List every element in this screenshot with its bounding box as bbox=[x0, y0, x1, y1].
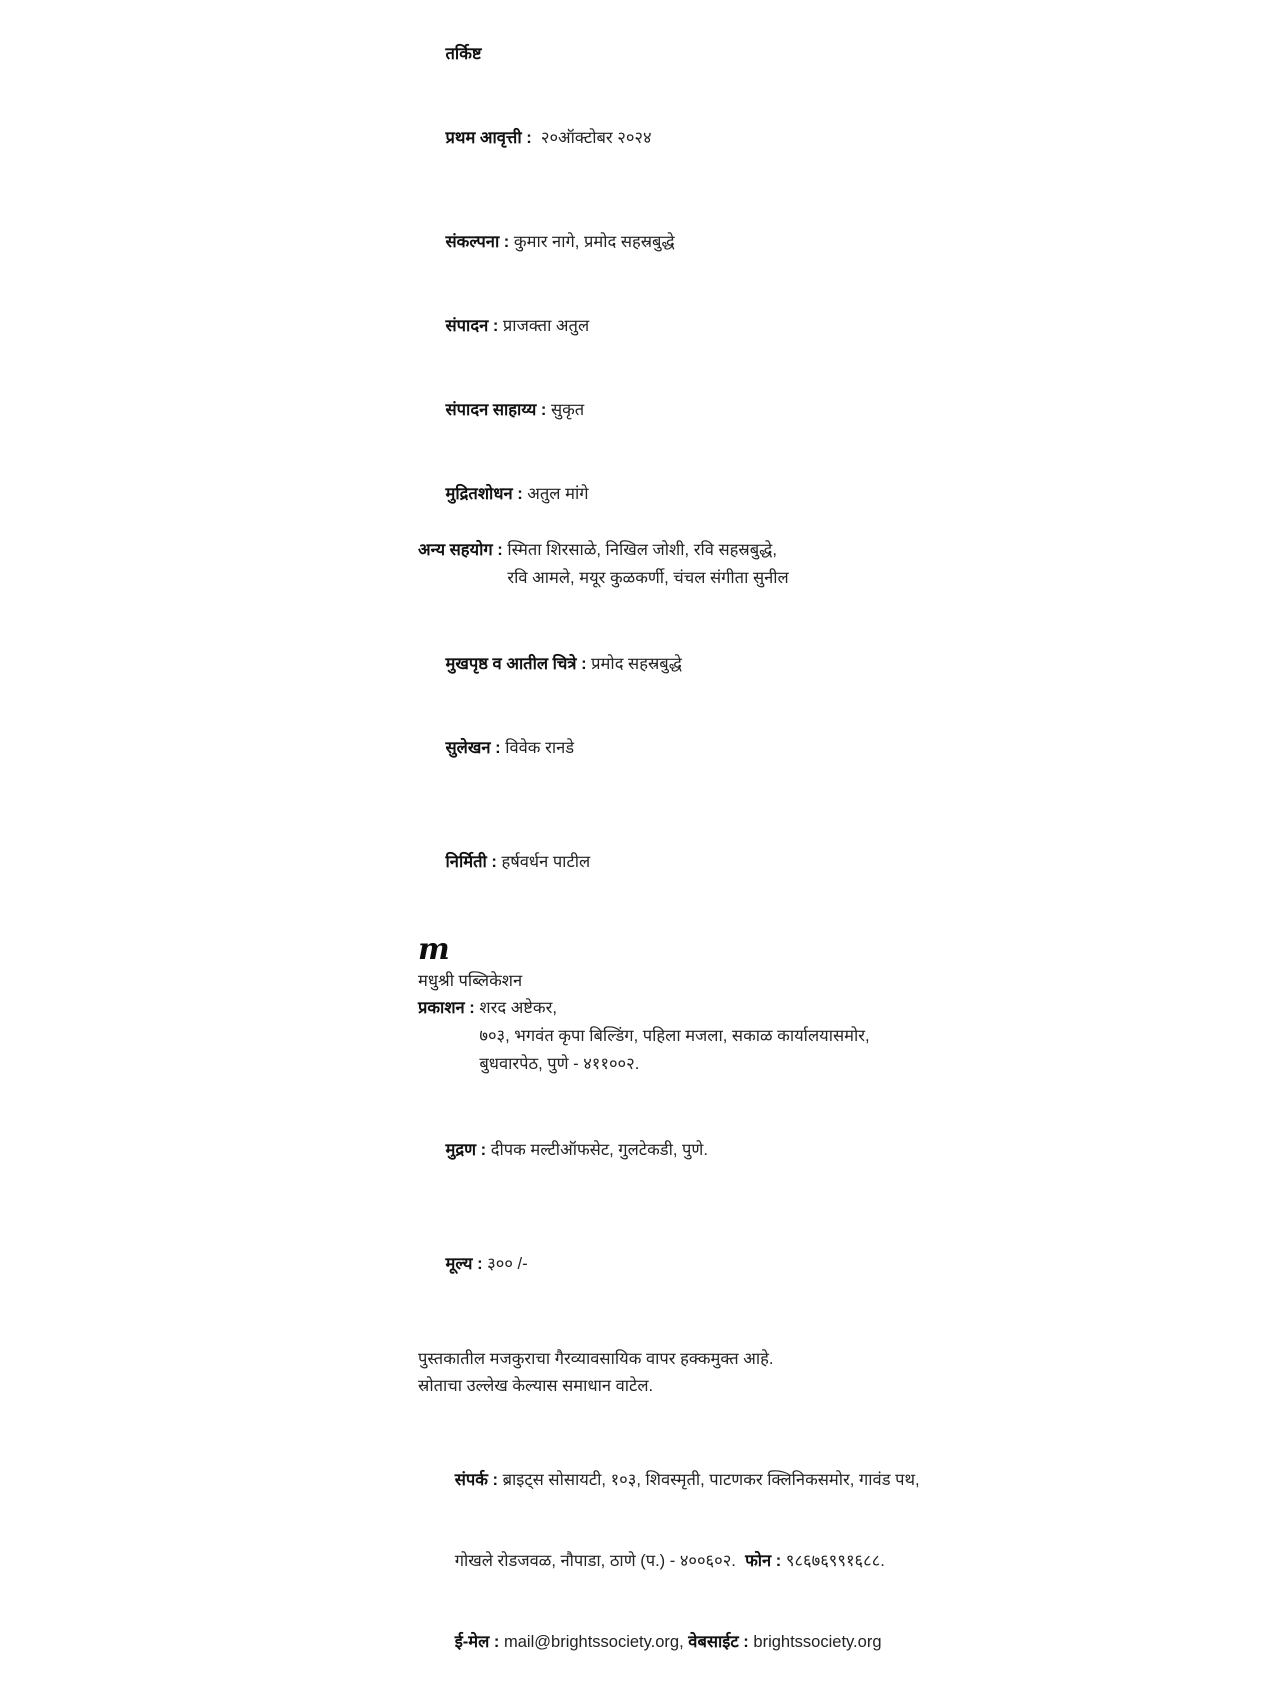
publisher-logo-icon: m bbox=[418, 932, 450, 967]
credit-editing-label: संपादन : bbox=[445, 317, 499, 335]
contact-block bbox=[418, 1440, 1218, 1683]
other-help-line-1: स्मिता शिरसाळे, निखिल जोशी, रवि सहस्रबुद्धे, bbox=[507, 541, 777, 559]
production-value: हर्षवर्धन पाटील bbox=[501, 853, 591, 871]
other-help-row bbox=[418, 536, 1218, 592]
credit-concept-value: कुमार नागे, प्रमोद सहस्रबुद्धे bbox=[513, 233, 675, 251]
credit-editing-assist-label: संपादन साहाय्य : bbox=[445, 401, 547, 419]
credit-proofreading-label: मुद्रितशोधन : bbox=[445, 485, 523, 503]
publisher-address-values bbox=[479, 994, 1218, 1078]
credit-editing-assist-line bbox=[418, 368, 1218, 452]
cover-art-value: प्रमोद सहस्रबुद्धे bbox=[591, 655, 682, 673]
cover-art-label: मुखपृष्ठ व आतील चित्रे : bbox=[445, 655, 587, 673]
spacer bbox=[418, 592, 1218, 622]
contact-address-line-1 bbox=[418, 1440, 1218, 1521]
edition-label: प्रथम आवृत्ती : bbox=[445, 129, 532, 147]
spacer bbox=[418, 790, 1218, 820]
usage-notice bbox=[418, 1346, 1218, 1400]
spacer bbox=[418, 904, 1218, 934]
edition-value: २०ऑक्टोबर २०२४ bbox=[540, 129, 652, 147]
spacer bbox=[418, 180, 1218, 200]
email-label: ई-मेल : bbox=[454, 1633, 500, 1651]
calligraphy-value: विवेक रानडे bbox=[505, 739, 575, 757]
contact-address-line-2 bbox=[418, 1521, 1218, 1602]
edition-line bbox=[418, 96, 1218, 180]
credit-concept-line bbox=[418, 200, 1218, 284]
publisher-address-label: प्रकाशन : bbox=[418, 999, 480, 1017]
spacer bbox=[418, 1192, 1218, 1222]
credit-editing-assist-value: सुकृत bbox=[550, 401, 585, 419]
credit-concept-label: संकल्पना : bbox=[445, 233, 510, 251]
book-title-line bbox=[418, 12, 1218, 96]
contact-address-value-1: ब्राइट्स सोसायटी, १०३, शिवस्मृती, पाटणकर क्लिनिकसमोर, गावंड पथ, bbox=[502, 1471, 920, 1489]
contact-label: संपर्क : bbox=[454, 1471, 498, 1489]
spacer bbox=[418, 1078, 1218, 1108]
spacer bbox=[418, 1400, 1218, 1440]
usage-notice-line-2: स्रोताचा उल्लेख केल्यास समाधान वाटेल. bbox=[418, 1377, 654, 1395]
publisher-address-line-3: बुधवारपेठ, पुणे - ४११००२. bbox=[479, 1055, 640, 1073]
calligraphy-line bbox=[418, 706, 1218, 790]
content-column bbox=[418, 12, 1218, 1683]
credit-proofreading-line bbox=[418, 452, 1218, 536]
usage-notice-line-1: पुस्तकातील मजकुराचा गैरव्यावसायिक वापर हक्कमुक्त आहे. bbox=[418, 1350, 774, 1368]
credit-editing-value: प्राजक्ता अतुल bbox=[502, 317, 590, 335]
price-value: ३०० /- bbox=[487, 1255, 528, 1273]
other-help-values bbox=[507, 536, 1218, 592]
website-label: वेबसाईट : bbox=[688, 1633, 749, 1651]
publisher-address-line-1: शरद अष्टेकर, bbox=[479, 999, 557, 1017]
spacer bbox=[418, 1306, 1218, 1346]
other-help-label: अन्य सहयोग : bbox=[418, 541, 508, 559]
publisher-name: मधुश्री पब्लिकेशन bbox=[418, 972, 523, 990]
other-help-line-2: रवि आमले, मयूर कुळकर्णी, चंचल संगीता सुनील bbox=[507, 569, 789, 587]
contact-email-line bbox=[418, 1602, 1218, 1683]
printing-line bbox=[418, 1108, 1218, 1192]
phone-value: ९८६७६९९१६८८. bbox=[785, 1552, 885, 1570]
website-value: brightssociety.org bbox=[753, 1633, 882, 1651]
printing-value: दीपक मल्टीऑफसेट, गुलटेकडी, पुणे. bbox=[490, 1141, 708, 1159]
contact-address-value-2: गोखले रोडजवळ, नौपाडा, ठाणे (प.) - ४००६०२. bbox=[454, 1552, 736, 1570]
cover-art-line bbox=[418, 622, 1218, 706]
publisher-address-row bbox=[418, 994, 1218, 1078]
production-label: निर्मिती : bbox=[445, 853, 497, 871]
production-line bbox=[418, 820, 1218, 904]
price-label: मूल्य : bbox=[445, 1255, 483, 1273]
printing-label: मुद्रण : bbox=[445, 1141, 487, 1159]
phone-label: फोन : bbox=[745, 1552, 782, 1570]
publisher-address-line-2: ७०३, भगवंत कृपा बिल्डिंग, पहिला मजला, सकाळ कार्यालयासमोर, bbox=[479, 1027, 870, 1045]
book-title: तर्किष्ट bbox=[445, 45, 482, 63]
email-value: mail@brightssociety.org, bbox=[504, 1633, 684, 1651]
credit-editing-line bbox=[418, 284, 1218, 368]
credit-proofreading-value: अतुल मांगे bbox=[527, 485, 589, 503]
calligraphy-label: सुलेखन : bbox=[445, 739, 501, 757]
price-line bbox=[418, 1222, 1218, 1306]
